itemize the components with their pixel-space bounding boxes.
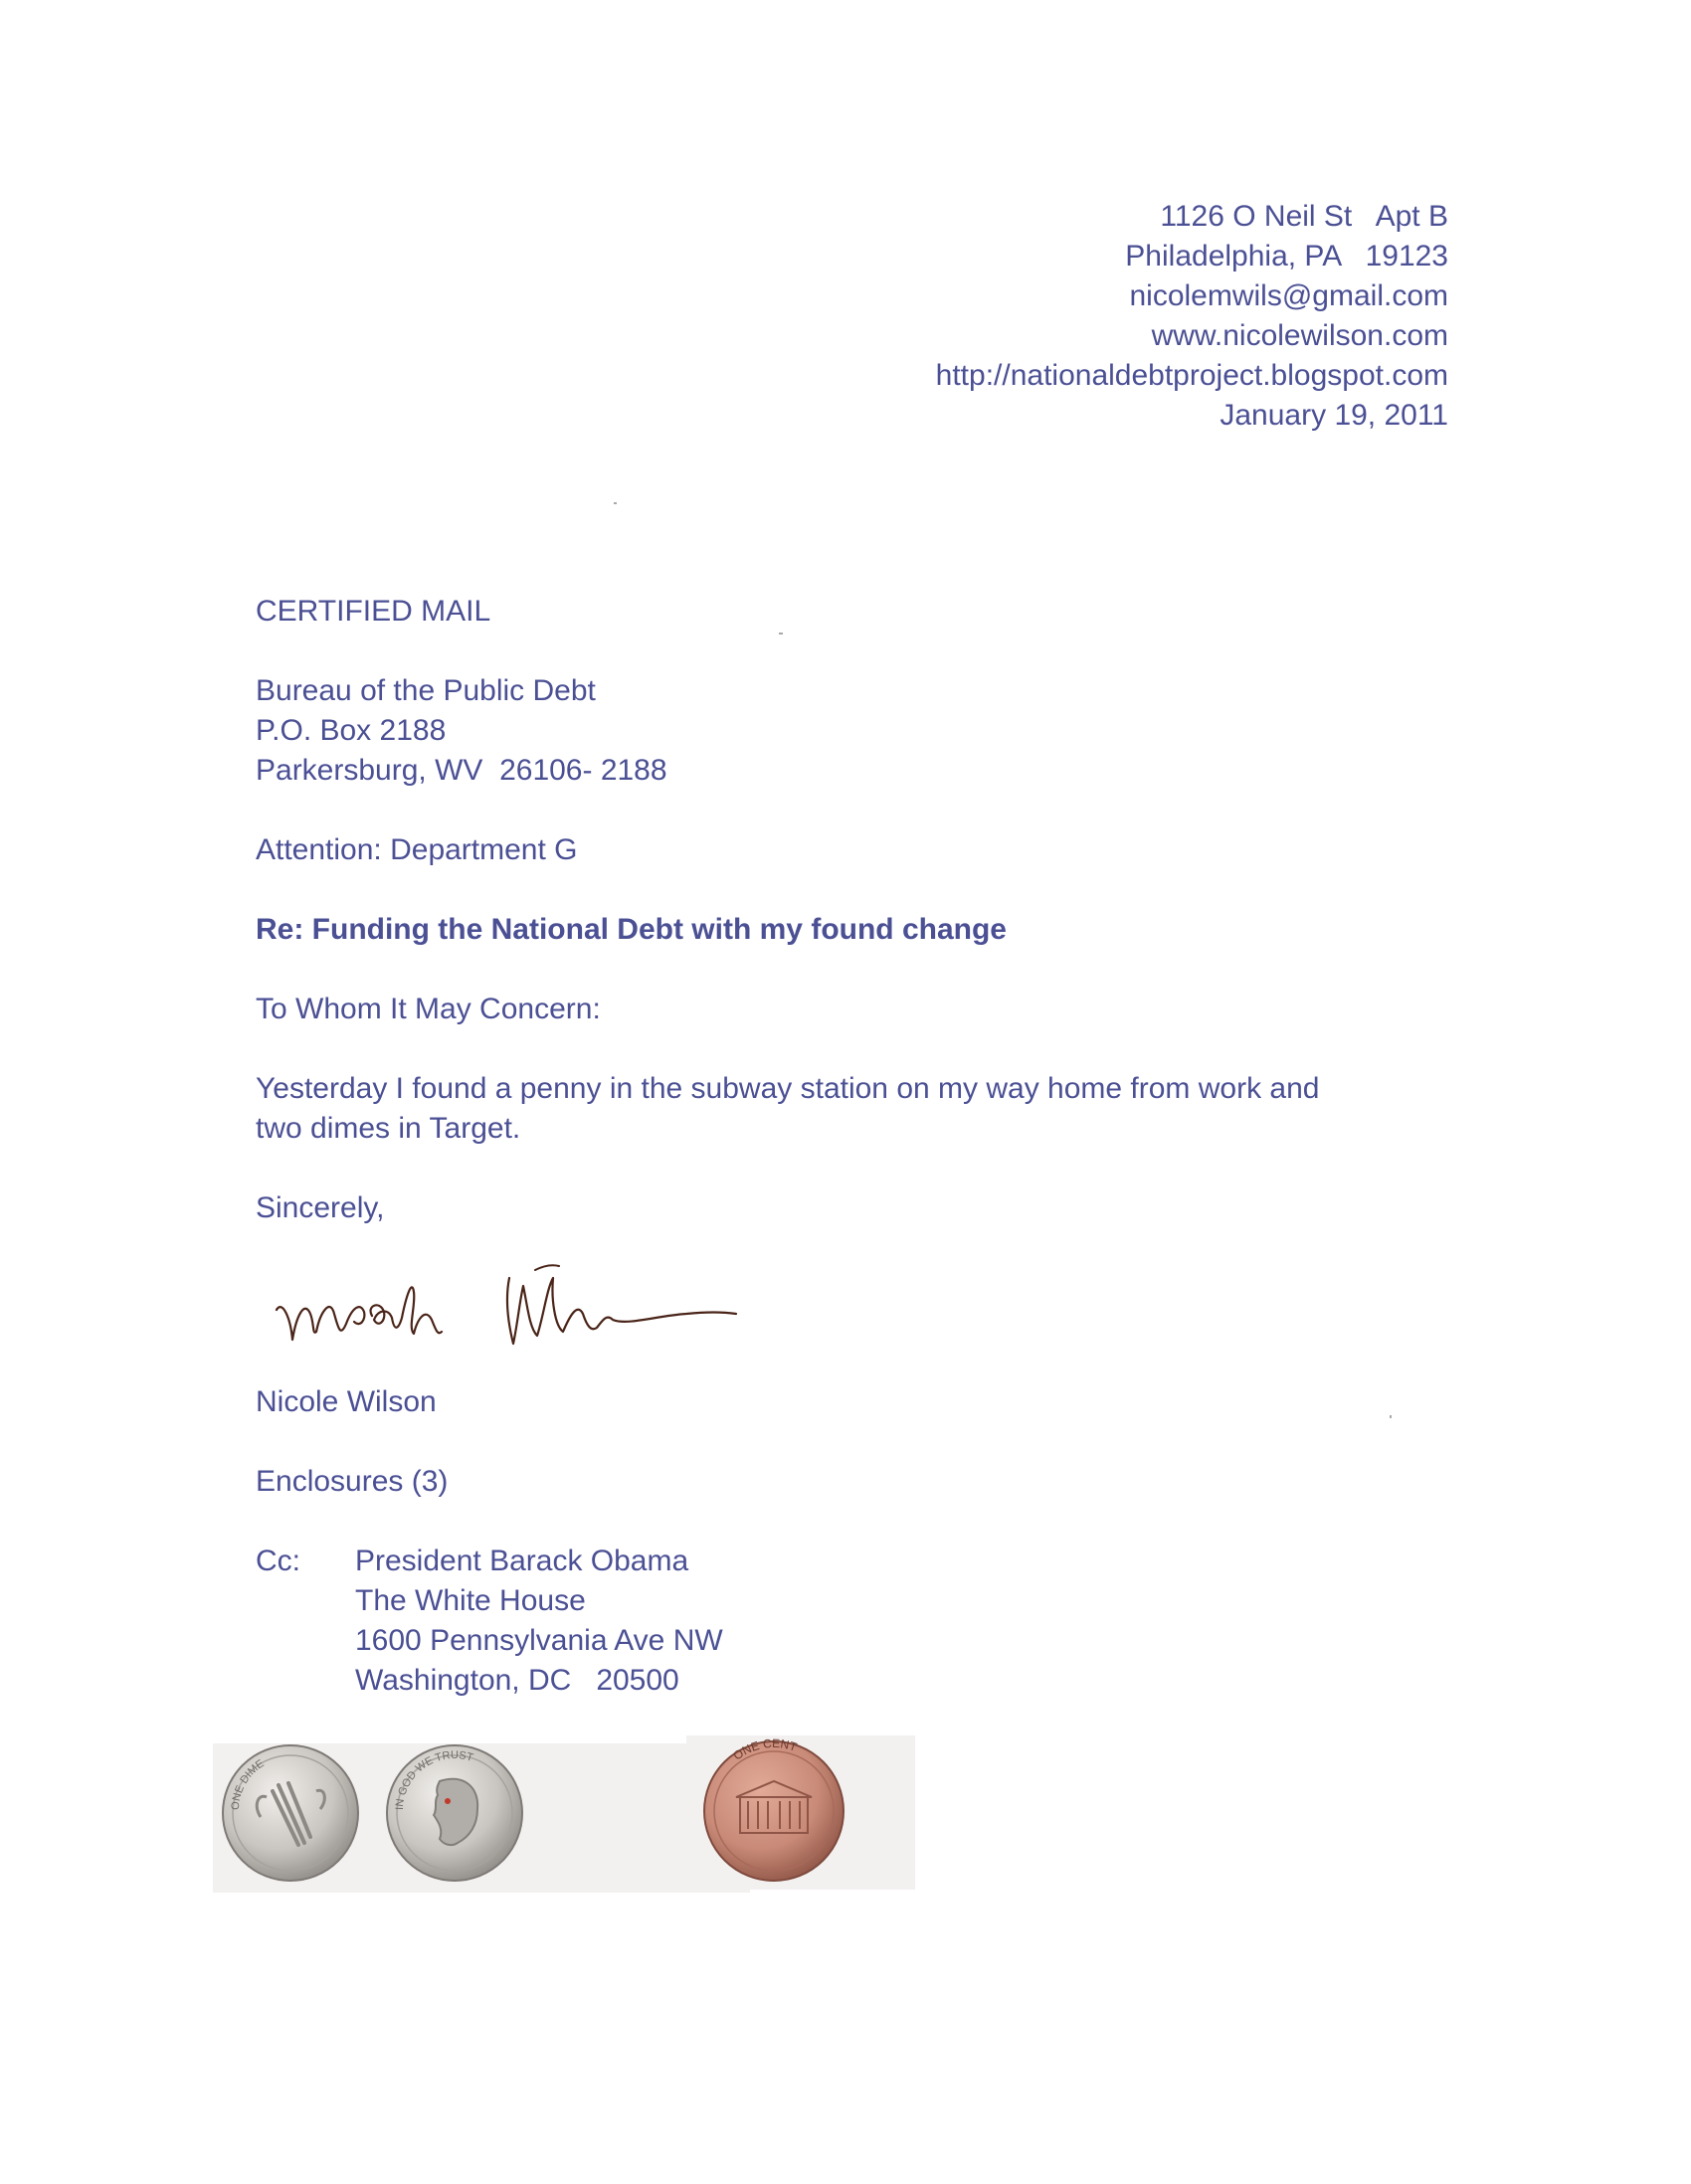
cc-line: President Barack Obama <box>355 1545 689 1577</box>
penny <box>704 1736 844 1881</box>
dime-reverse-text: ONE DIME <box>229 1757 267 1811</box>
cc-address <box>355 1542 723 1701</box>
sender-website: www.nicolewilson.com <box>1151 319 1448 352</box>
scan-speck <box>1390 1415 1392 1418</box>
subject-line: Re: Funding the National Debt with my found change <box>256 913 1007 946</box>
cc-line: Washington, DC 20500 <box>355 1664 679 1697</box>
cc-line: The White House <box>355 1584 586 1617</box>
cc-block <box>256 1542 1449 1701</box>
dime-obverse-text: IN GOD WE TRUST <box>393 1749 475 1811</box>
sender-street: 1126 O Neil St Apt B <box>1160 200 1448 233</box>
body-line: Yesterday I found a penny in the subway station on my way home from work and <box>256 1072 1320 1105</box>
dime-obverse <box>387 1745 522 1881</box>
sender-city-state-zip: Philadelphia, PA 19123 <box>1125 240 1448 273</box>
closing: Sincerely, <box>256 1191 385 1224</box>
cc-label: Cc: <box>256 1545 300 1577</box>
recipient-name: Bureau of the Public Debt <box>256 674 596 707</box>
enclosed-coins <box>209 1726 925 1895</box>
sender-blog: http://nationaldebtproject.blogspot.com <box>935 359 1448 392</box>
attention-line: Attention: Department G <box>256 833 578 866</box>
sender-address-block <box>936 197 1448 436</box>
letter-date: January 19, 2011 <box>1220 399 1448 432</box>
sender-email: nicolemwils@gmail.com <box>1129 279 1448 312</box>
enclosures-line: Enclosures (3) <box>256 1465 449 1498</box>
scan-speck <box>779 633 783 635</box>
penny-text: ONE CENT <box>730 1735 799 1763</box>
body-line: two dimes in Target. <box>256 1112 521 1145</box>
dime-reverse <box>223 1745 358 1881</box>
salutation: To Whom It May Concern: <box>256 993 601 1025</box>
cc-line: 1600 Pennsylvania Ave NW <box>355 1624 723 1657</box>
coins-drawing <box>209 1726 925 1895</box>
letter-body <box>256 592 1449 1228</box>
recipient-city-state-zip: Parkersburg, WV 26106- 2188 <box>256 754 667 787</box>
mail-type: CERTIFIED MAIL <box>256 595 491 628</box>
signer-name: Nicole Wilson <box>256 1385 437 1418</box>
letter-footer <box>256 1382 1449 1701</box>
scan-speck <box>614 502 617 504</box>
recipient-po-box: P.O. Box 2188 <box>256 714 447 747</box>
handwritten-signature <box>269 1248 746 1358</box>
